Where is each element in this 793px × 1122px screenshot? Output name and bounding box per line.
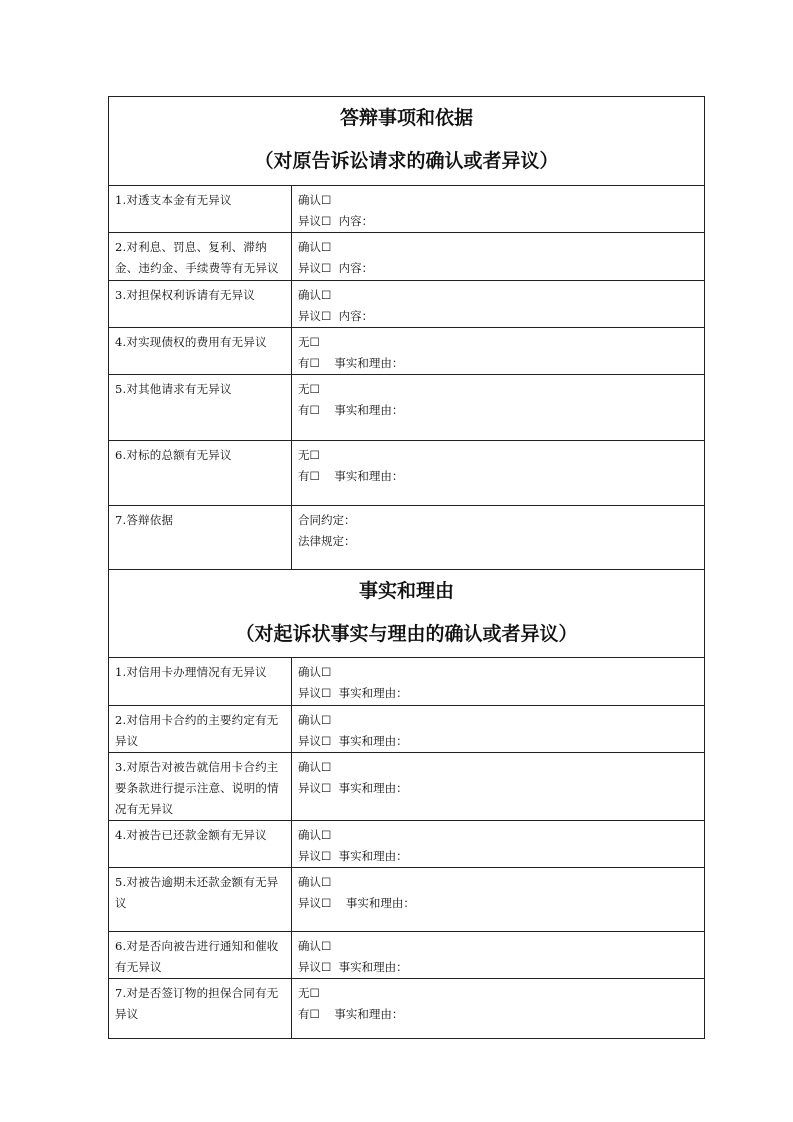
section-title: 答辩事项和依据 xyxy=(340,107,474,129)
answer-option[interactable]: 有☐ 事实和理由： xyxy=(298,1007,404,1021)
answer-cell[interactable] xyxy=(292,233,705,281)
table-row xyxy=(109,506,705,570)
table-row xyxy=(109,658,705,706)
answer-option[interactable]: 确认☐ xyxy=(298,760,332,774)
answer-cell[interactable] xyxy=(292,658,705,706)
answer-option[interactable]: 异议☐ 内容： xyxy=(298,214,374,228)
table-row xyxy=(109,821,705,868)
table-row xyxy=(109,375,705,441)
table-row xyxy=(109,979,705,1039)
response-form-table xyxy=(108,96,705,1039)
question-cell: 5.对被告逾期未还款金额有无异议 xyxy=(109,868,292,932)
answer-option[interactable]: 确认☐ xyxy=(298,665,332,679)
answer-option[interactable]: 确认☐ xyxy=(298,288,332,302)
section-header-row xyxy=(109,97,705,186)
table-row xyxy=(109,186,705,233)
question-cell: 3.对原告对被告就信用卡合约主要条款进行提示注意、说明的情况有无异议 xyxy=(109,753,292,821)
answer-cell[interactable] xyxy=(292,441,705,506)
answer-cell[interactable] xyxy=(292,186,705,233)
answer-option[interactable]: 异议☐ 事实和理由： xyxy=(298,960,408,974)
answer-option[interactable]: 有☐ 事实和理由： xyxy=(298,403,404,417)
question-cell: 4.对实现债权的费用有无异议 xyxy=(109,328,292,375)
table-row xyxy=(109,281,705,328)
question-cell: 4.对被告已还款金额有无异议 xyxy=(109,821,292,868)
section-title: 事实和理由 xyxy=(359,580,455,602)
answer-cell[interactable] xyxy=(292,979,705,1039)
answer-cell[interactable] xyxy=(292,706,705,753)
answer-option[interactable]: 异议☐ 事实和理由： xyxy=(298,734,408,748)
answer-option[interactable]: 异议☐ 事实和理由： xyxy=(298,686,408,700)
question-cell: 7.对是否签订物的担保合同有无异议 xyxy=(109,979,292,1039)
answer-option[interactable]: 确认☐ xyxy=(298,240,332,254)
answer-cell[interactable] xyxy=(292,821,705,868)
table-row xyxy=(109,753,705,821)
section-header xyxy=(109,97,705,186)
answer-option[interactable]: 无☐ xyxy=(298,382,320,396)
table-row xyxy=(109,868,705,932)
table-row xyxy=(109,328,705,375)
answer-cell[interactable] xyxy=(292,375,705,441)
answer-option[interactable]: 确认☐ xyxy=(298,939,332,953)
section-header xyxy=(109,570,705,658)
question-cell: 1.对透支本金有无异议 xyxy=(109,186,292,233)
section-subtitle: （对原告诉讼请求的确认或者异议） xyxy=(254,150,559,172)
table-row xyxy=(109,441,705,506)
answer-option[interactable]: 异议☐ 内容： xyxy=(298,309,374,323)
question-cell: 3.对担保权利诉请有无异议 xyxy=(109,281,292,328)
answer-option[interactable]: 合同约定： xyxy=(298,513,356,527)
question-cell: 2.对信用卡合约的主要约定有无异议 xyxy=(109,706,292,753)
answer-option[interactable]: 无☐ xyxy=(298,986,320,1000)
answer-cell[interactable] xyxy=(292,753,705,821)
question-cell: 2.对利息、罚息、复利、滞纳金、违约金、手续费等有无异议 xyxy=(109,233,292,281)
question-cell: 7.答辩依据 xyxy=(109,506,292,570)
answer-cell[interactable] xyxy=(292,932,705,979)
answer-option[interactable]: 确认☐ xyxy=(298,875,332,889)
answer-cell[interactable] xyxy=(292,328,705,375)
answer-option[interactable]: 无☐ xyxy=(298,335,320,349)
answer-option[interactable]: 无☐ xyxy=(298,448,320,462)
question-cell: 6.对标的总额有无异议 xyxy=(109,441,292,506)
answer-cell[interactable] xyxy=(292,506,705,570)
question-cell: 1.对信用卡办理情况有无异议 xyxy=(109,658,292,706)
table-row xyxy=(109,932,705,979)
answer-option[interactable]: 异议☐ 事实和理由： xyxy=(298,781,408,795)
table-row xyxy=(109,706,705,753)
answer-option[interactable]: 异议☐ 内容： xyxy=(298,261,374,275)
section-subtitle: （对起诉状事实与理由的确认或者异议） xyxy=(235,623,578,645)
answer-option[interactable]: 异议☐ 事实和理由： xyxy=(298,849,408,863)
answer-option[interactable]: 异议☐ 事实和理由： xyxy=(298,896,415,910)
answer-option[interactable]: 法律规定： xyxy=(298,534,356,548)
answer-option[interactable]: 确认☐ xyxy=(298,713,332,727)
answer-option[interactable]: 确认☐ xyxy=(298,828,332,842)
section-header-row xyxy=(109,570,705,658)
answer-cell[interactable] xyxy=(292,868,705,932)
table-row xyxy=(109,233,705,281)
answer-option[interactable]: 有☐ 事实和理由： xyxy=(298,356,404,370)
question-cell: 5.对其他请求有无异议 xyxy=(109,375,292,441)
answer-cell[interactable] xyxy=(292,281,705,328)
question-cell: 6.对是否向被告进行通知和催收有无异议 xyxy=(109,932,292,979)
answer-option[interactable]: 确认☐ xyxy=(298,193,332,207)
answer-option[interactable]: 有☐ 事实和理由： xyxy=(298,469,404,483)
